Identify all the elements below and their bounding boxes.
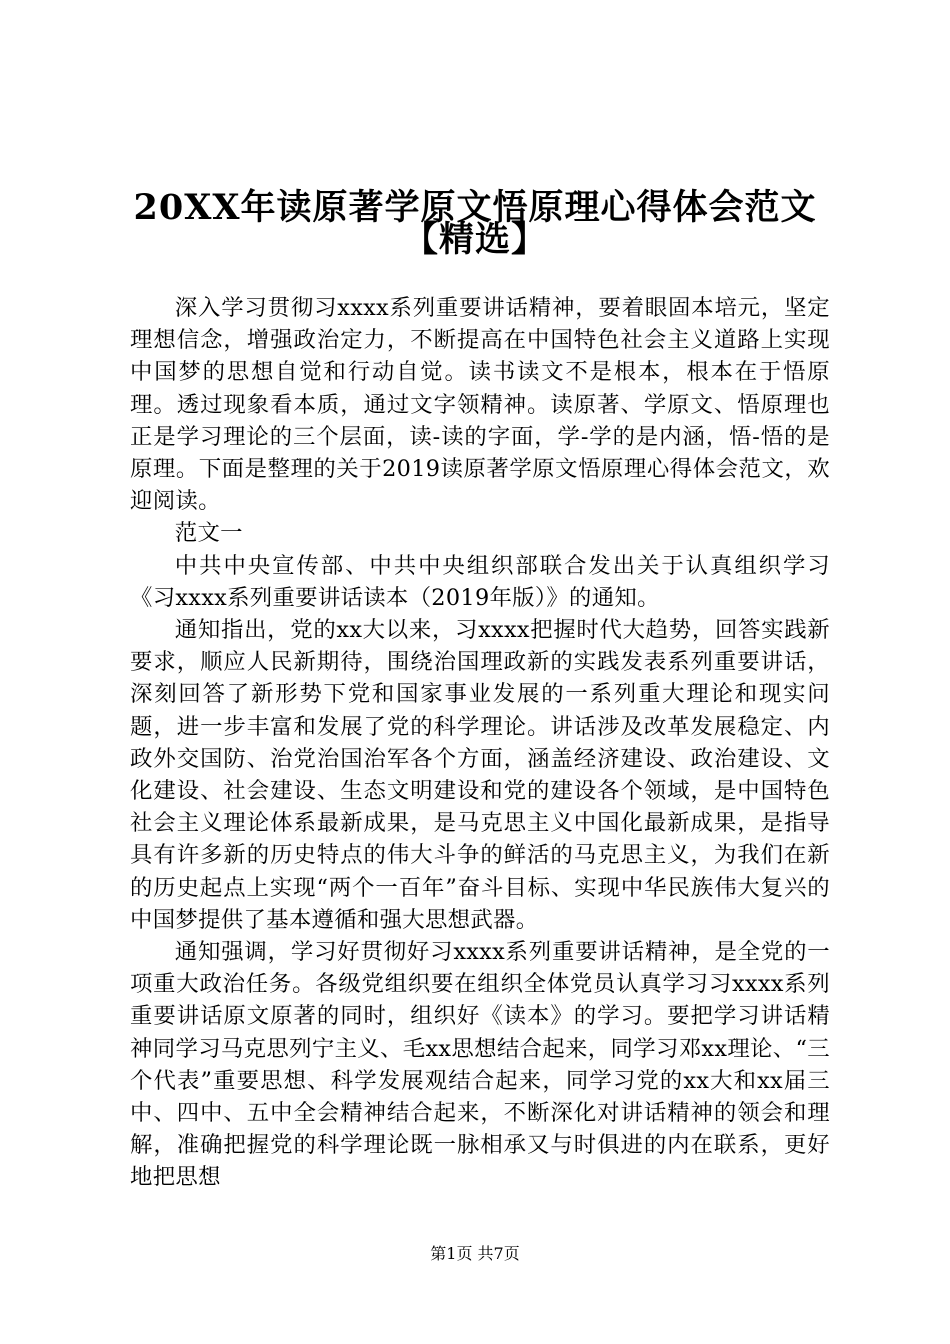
paragraph-notice-points: 通知指出，党的xx大以来，习xxxx把握时代大趋势，回答实践新要求，顺应人民新期待，围绕治国理政新的实践发表系列重要讲话，深刻回答了新形势下党和国家事业发展的一系列重大理论和现实问题，进一步丰富和发展了党的科学理论。讲话涉及改革发展稳定、内政外交国防、治党治国治军各个方面，涵盖经济建设、政治建设、文化建设、社会建设、生态文明建设和党的建设各个领域，是中国特色社会主义理论体系最新成果，是马克思主义中国化最新成果，是指导具有许多新的历史特点的伟大斗争的鲜活的马克思主义，为我们在新的历史起点上实现“两个一百年”奋斗目标、实现中华民族伟大复兴的中国梦提供了基本遵循和强大思想武器。 <box>130 617 830 933</box>
document-title-suffix: 【精选】 <box>402 219 547 260</box>
section-heading-sample-one: 范文一 <box>174 520 243 547</box>
paragraph-intro: 深入学习贯彻习xxxx系列重要讲话精神，要着眼固本培元，坚定理想信念，增强政治定力，不断提高在中国特色社会主义道路上实现中国梦的思想自觉和行动自觉。读书读文不是根本，根本在于悟原理。透过现象看本质，通过文字领精神。读原著、学原文、悟原理也正是学习理论的三个层面，读-读的字面，学-学的是内涵，悟-悟的是原理。下面是整理的关于2019读原著学原文悟原理心得体会范文，欢迎阅读。 <box>130 295 830 515</box>
document-title: 20XX年读原著学原文悟原理心得体会范文 <box>133 187 817 228</box>
paragraph-notice: 中共中央宣传部、中共中央组织部联合发出关于认真组织学习《习xxxx系列重要讲话读本（2019年版）》的通知。 <box>130 552 830 611</box>
paragraph-notice-emphasis: 通知强调，学习好贯彻好习xxxx系列重要讲话精神，是全党的一项重大政治任务。各级党组织要在组织全体党员认真学习习xxxx系列重要讲话原文原著的同时，组织好《读本》的学习。要把学习讲话精神同学习马克思列宁主义、毛xx思想结合起来，同学习邓xx理论、“三个代表”重要思想、科学发展观结合起来，同学习党的xx大和xx届三中、四中、五中全会精神结合起来，不断深化对讲话精神的领会和理解，准确把握党的科学理论既一脉相承又与时俱进的内在联系，更好地把思想 <box>130 939 830 1191</box>
page-number-footer: 第1页 共7页 <box>430 1244 520 1263</box>
document-body <box>130 292 830 1194</box>
